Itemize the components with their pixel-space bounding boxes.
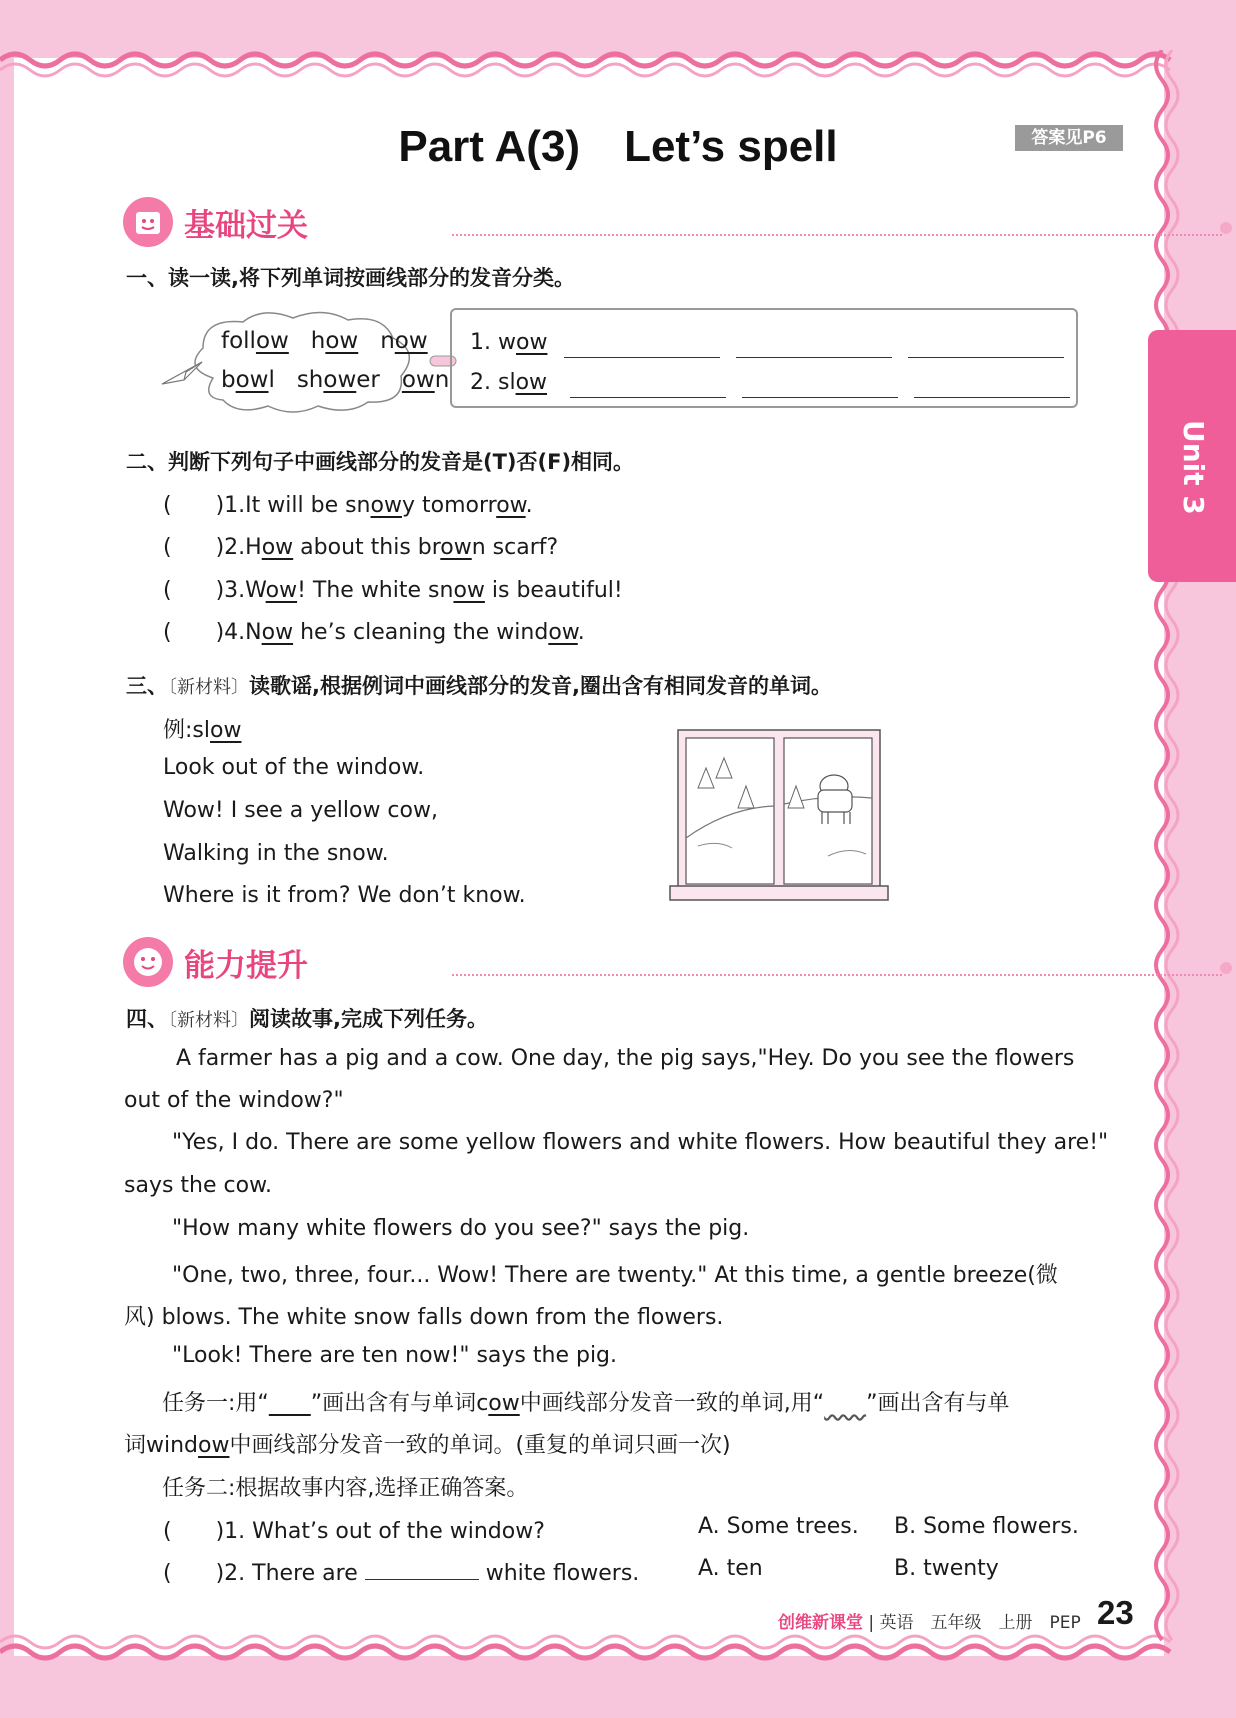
word-follow-underline: ow (255, 328, 289, 354)
word-now: now (380, 328, 428, 354)
fill-blank[interactable] (365, 1579, 479, 1580)
judge-item-4: ( )4.Now he’s cleaning the window. (163, 620, 585, 645)
judge-item-3: ( )3.Wow! The white snow is beautiful! (163, 578, 623, 603)
brand-name: 创维新课堂 (778, 1613, 863, 1633)
word-cloud (183, 308, 418, 414)
wavy-underline-sample (824, 1391, 866, 1416)
mc-1-option-a[interactable]: A. Some trees. (698, 1514, 859, 1539)
answer-row-1-label: 1. wow (470, 330, 548, 355)
mc-question-2: ( )2. There are white flowers. (163, 1561, 640, 1586)
mascot-icon (122, 196, 174, 248)
dotted-divider (452, 974, 1222, 976)
right-wave-border (1148, 50, 1188, 1650)
story-line-3: "Yes, I do. There are some yellow flowers and white flowers. How beautiful they are!" (172, 1130, 1109, 1155)
answer-bracket[interactable]: ( ) (163, 493, 225, 518)
question-3-prompt: 三、〔新材料〕读歌谣,根据例词中画线部分的发音,圈出含有相同发音的单词。 (126, 674, 832, 698)
story-line-6: "One, two, three, four... Wow! There are twenty." At this time, a gentle breeze(微 (172, 1263, 1058, 1288)
rhyme-line-2: Wow! I see a yellow cow, (163, 798, 438, 823)
story-line-5: "How many white flowers do you see?" says the pig. (172, 1216, 750, 1241)
word-now-underline: ow (394, 328, 428, 354)
task-1-line-2: 词window中画线部分发音一致的单词。(重复的单词只画一次) (124, 1433, 731, 1458)
rhyme-line-3: Walking in the snow. (163, 841, 389, 866)
answer-bracket[interactable]: ( ) (163, 620, 225, 645)
answer-blank[interactable] (914, 396, 1070, 398)
section-basic-label: 基础过关 (184, 208, 308, 244)
page-number: 23 (1097, 1594, 1134, 1631)
section-basic-header (122, 196, 1122, 250)
divider-end-dot (1220, 962, 1232, 974)
judge-item-2: ( )2.How about this brown scarf? (163, 535, 559, 560)
word-shower: shower (296, 367, 380, 393)
unit-side-tab (1148, 330, 1236, 582)
answer-row-2-label: 2. slow (470, 370, 548, 395)
answer-bracket[interactable]: ( ) (163, 1519, 225, 1544)
new-material-tag: 〔新材料〕 (168, 1010, 249, 1031)
mc-2-option-a[interactable]: A. ten (698, 1556, 763, 1581)
section-advanced-label: 能力提升 (184, 948, 308, 984)
paper-plane-icon (160, 358, 204, 388)
cloud-row-2 (221, 367, 449, 393)
section-advanced-header (122, 936, 1122, 990)
story-line-1: A farmer has a pig and a cow. One day, the pig says,"Hey. Do you see the flowers (176, 1046, 1075, 1071)
answer-blank[interactable] (570, 396, 726, 398)
example-word: 例:slow (163, 718, 242, 743)
rhyme-line-1: Look out of the window. (163, 755, 425, 780)
bottom-wave-border (0, 1632, 1236, 1672)
mc-2-option-b[interactable]: B. twenty (894, 1556, 999, 1581)
word-bowl: bowl (221, 367, 275, 393)
answer-bracket[interactable]: ( ) (163, 578, 225, 603)
new-material-tag: 〔新材料〕 (168, 677, 249, 698)
answer-blank[interactable] (564, 356, 720, 358)
question-2-prompt: 二、判断下列句子中画线部分的发音是(T)否(F)相同。 (126, 450, 635, 474)
word-how: how (310, 328, 359, 354)
straight-underline-sample (269, 1391, 311, 1416)
task-2-prompt: 任务二:根据故事内容,选择正确答案。 (162, 1476, 529, 1501)
word-follow: follow (221, 328, 289, 354)
story-line-7: 风) blows. The white snow falls down from the flowers. (124, 1305, 724, 1330)
mc-question-1: ( )1. What’s out of the window? (163, 1519, 545, 1544)
answer-blank[interactable] (742, 396, 898, 398)
task-1-line-1: 任务一:用“ ”画出含有与单词cow中画线部分发音一致的单词,用“ ”画出含有与单 (162, 1391, 1010, 1416)
question-4-prompt: 四、〔新材料〕阅读故事,完成下列任务。 (126, 1007, 488, 1031)
answer-bracket[interactable]: ( ) (163, 535, 225, 560)
story-line-2: out of the window?" (124, 1088, 344, 1113)
question-1-prompt: 一、读一读,将下列单词按画线部分的发音分类。 (126, 266, 575, 290)
window-illustration (668, 728, 890, 902)
answer-reference-badge: 答案见P6 (1015, 125, 1123, 151)
judge-item-1: ( )1.It will be snowy tomorrow. (163, 493, 533, 518)
word-own: own (401, 367, 450, 393)
footer-info: 创维新课堂 | 英语 五年级 上册 PEP (778, 1613, 1081, 1633)
divider-end-dot (1220, 222, 1232, 234)
story-line-4: says the cow. (124, 1173, 273, 1198)
page-title: Part A(3) Let’s spell (398, 122, 838, 171)
rhyme-line-4: Where is it from? We don’t know. (163, 883, 526, 908)
cloud-row-1 (221, 328, 428, 354)
word-bowl-underline: ow (235, 367, 269, 393)
answer-blank[interactable] (908, 356, 1064, 358)
top-wave-border (0, 40, 1236, 80)
answer-blank[interactable] (736, 356, 892, 358)
story-line-8: "Look! There are ten now!" says the pig. (172, 1343, 618, 1368)
mascot-icon (122, 936, 174, 988)
word-own-underline: ow (401, 367, 435, 393)
word-shower-underline: ow (323, 367, 357, 393)
mc-1-option-b[interactable]: B. Some flowers. (894, 1514, 1079, 1539)
word-how-underline: ow (325, 328, 359, 354)
dotted-divider (452, 234, 1222, 236)
answer-bracket[interactable]: ( ) (163, 1561, 225, 1586)
unit-label: Unit 3 (1177, 420, 1210, 515)
